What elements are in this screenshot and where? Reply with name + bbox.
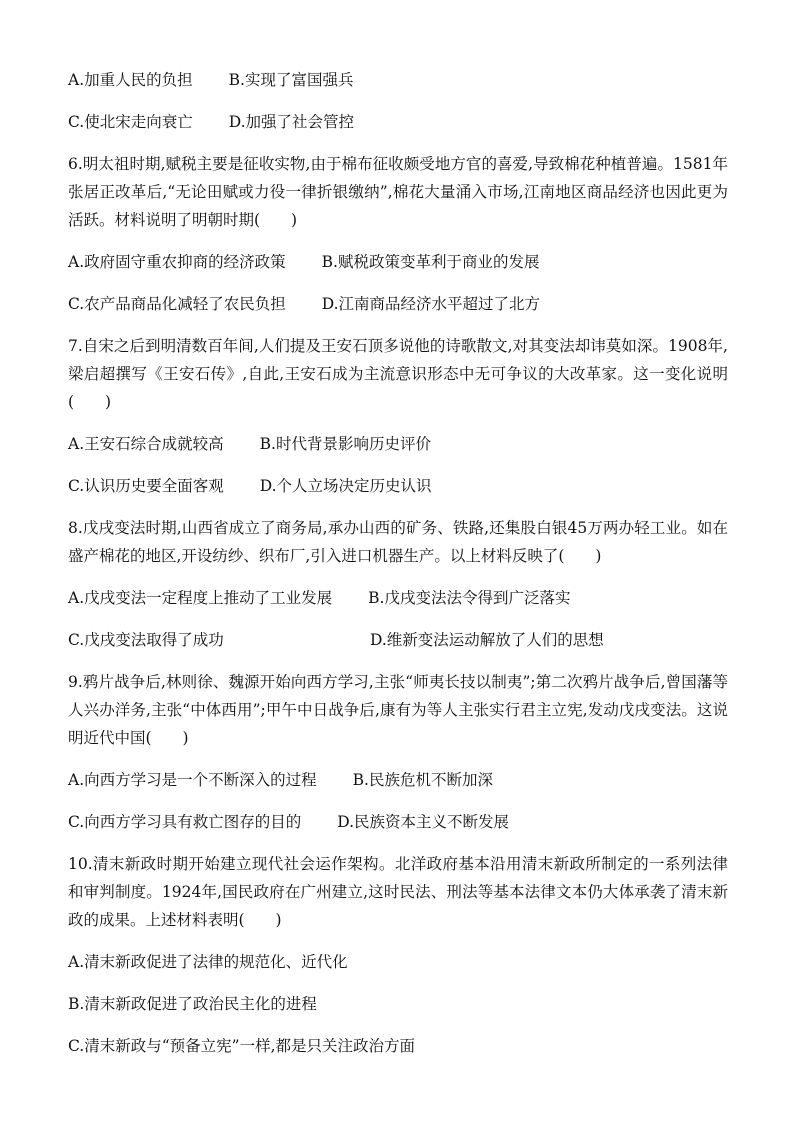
q8-stem: 8.戊戌变法时期,山西省成立了商务局,承办山西的矿务、铁路,还集股白银45万两办轻工业。如在盛产棉花的地区,开设纺纱、织布厂,引入进口机器生产。以上材料反映了( ) (68, 519, 728, 565)
q5-options-row-1 (68, 66, 728, 94)
q5-options-row-2 (68, 108, 728, 136)
q5-option-a: A.加重人民的负担 (68, 71, 193, 89)
q6-options-row-1 (68, 248, 728, 276)
q8-option-d: D.维新变法运动解放了人们的思想 (370, 631, 604, 649)
q7-stem: 7.自宋之后到明清数百年间,人们提及王安石顶多说他的诗歌散文,对其变法却讳莫如深。1908年,梁启超撰写《王安石传》,自此,王安石成为主流意识形态中无可争议的大改革家。这一变化说明( ) (68, 337, 728, 411)
q7-option-c: C.认识历史要全面客观 (68, 477, 224, 495)
q5-option-b: B.实现了富国强兵 (228, 71, 354, 89)
q9-options-row-2 (68, 808, 728, 836)
q8-options-row-1 (68, 584, 728, 612)
q7-options-row-2 (68, 472, 728, 500)
q9-option-c: C.向西方学习具有救亡图存的目的 (68, 813, 302, 831)
q7-option-a: A.王安石综合成就较高 (68, 435, 224, 453)
q7-options-row-1 (68, 430, 728, 458)
q9-option-b: B.民族危机不断加深 (352, 771, 493, 789)
q8-option-a: A.戊戌变法一定程度上推动了工业发展 (68, 589, 333, 607)
q6-options-row-2 (68, 290, 728, 318)
q6-option-d: D.江南商品经济水平超过了北方 (321, 295, 541, 313)
q8-option-b: B.戊戌变法法令得到广泛落实 (368, 589, 571, 607)
exam-page (68, 66, 728, 1060)
q7-option-b: B.时代背景影响历史评价 (259, 435, 431, 453)
q8-option-c: C.戊戌变法取得了成功 (68, 631, 224, 649)
q8-options-row-2 (68, 626, 728, 654)
q9-stem: 9.鸦片战争后,林则徐、魏源开始向西方学习,主张“师夷长技以制夷”;第二次鸦片战争后,曾国藩等人兴办洋务,主张“中体西用”;甲午中日战争后,康有为等人主张实行君主立宪,发动戊戌变法。这说明近代中国( ) (68, 673, 728, 747)
q6-option-c: C.农产品商品化减轻了农民负担 (68, 295, 286, 313)
q7-option-d: D.个人立场决定历史认识 (259, 477, 432, 495)
q10-option-a: A.清末新政促进了法律的规范化、近代化 (68, 953, 348, 971)
q5-option-d: D.加强了社会管控 (228, 113, 355, 131)
q9-options-row-1 (68, 766, 728, 794)
q10-stem: 10.清末新政时期开始建立现代社会运作架构。北洋政府基本沿用清末新政所制定的一系列法律和审判制度。1924年,国民政府在广州建立,这时民法、刑法等基本法律文本仍大体承袭了清末新政的成果。上述材料表明( ) (68, 855, 728, 929)
q10-option-c: C.清末新政与“预备立宪”一样,都是只关注政治方面 (68, 1037, 416, 1055)
q9-option-a: A.向西方学习是一个不断深入的过程 (68, 771, 317, 789)
q5-option-c: C.使北宋走向衰亡 (68, 113, 193, 131)
q10-option-b: B.清末新政促进了政治民主化的进程 (68, 995, 317, 1013)
q6-option-a: A.政府固守重农抑商的经济政策 (68, 253, 286, 271)
q9-option-d: D.民族资本主义不断发展 (337, 813, 510, 831)
q6-stem: 6.明太祖时期,赋税主要是征收实物,由于棉布征收颇受地方官的喜爱,导致棉花种植普遍。1581年张居正改革后,“无论田赋或力役一律折银缴纳”,棉花大量涌入市场,江南地区商品经济也因此更为活跃。材料说明了明朝时期( ) (68, 155, 728, 229)
q6-option-b: B.赋税政策变革利于商业的发展 (321, 253, 540, 271)
